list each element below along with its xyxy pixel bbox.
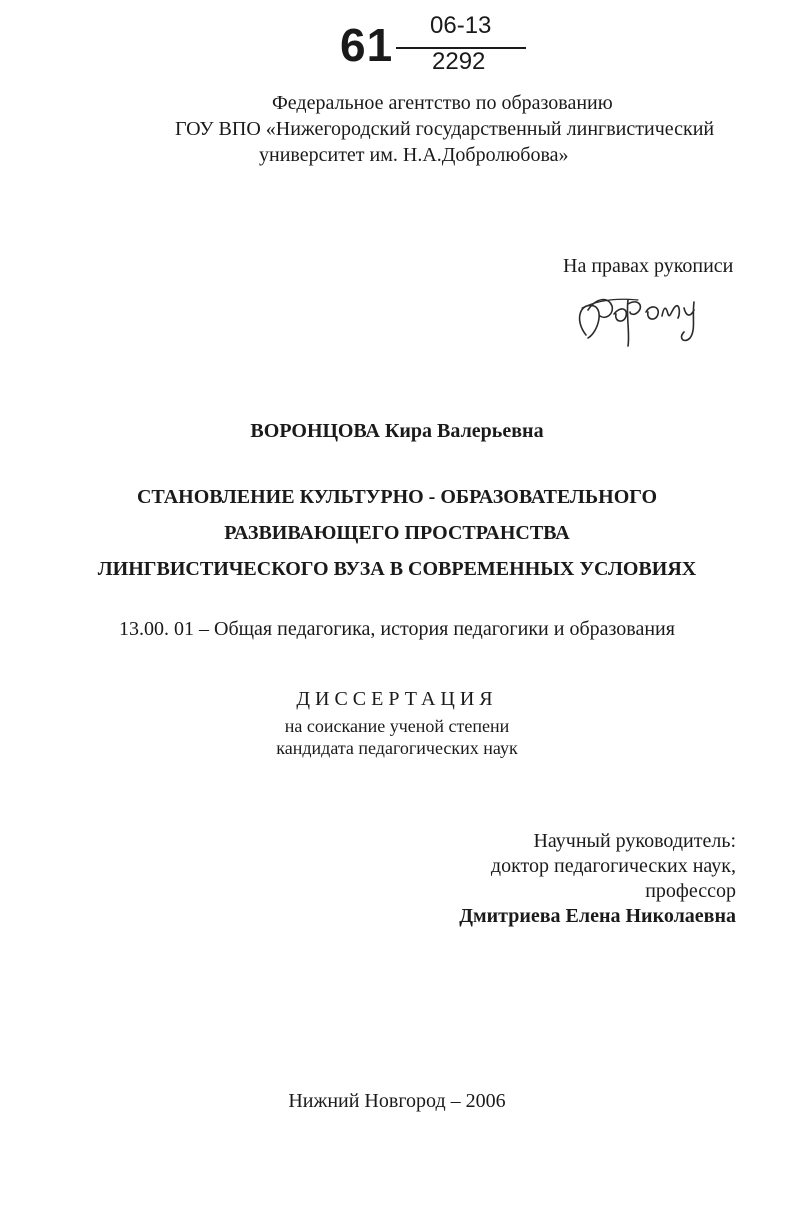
- dissertation-label: ДИССЕРТАЦИЯ: [296, 688, 498, 710]
- degree-name: кандидата педагогических наук: [276, 738, 518, 758]
- dissertation-title-line2: РАЗВИВАЮЩЕГО ПРОСТРАНСТВА: [224, 522, 570, 544]
- supervisor-degree: доктор педагогических наук,: [490, 855, 736, 877]
- organization-university-line2: университет им. Н.А.Добролюбова»: [259, 144, 569, 166]
- author-name: ВОРОНЦОВА Кира Валерьевна: [250, 420, 544, 442]
- organization-agency: Федеральное агентство по образованию: [272, 92, 613, 114]
- supervisor-title: профессор: [645, 880, 736, 902]
- stamp-code-main: 61: [340, 19, 394, 71]
- supervisor-name: Дмитриева Елена Николаевна: [459, 905, 736, 927]
- place-and-year: Нижний Новгород – 2006: [288, 1090, 506, 1112]
- stamp-code-bottom: 2292: [432, 48, 486, 75]
- handwritten-signature: [568, 280, 718, 350]
- degree-purpose: на соискание ученой степени: [284, 716, 510, 736]
- organization-university-line1: ГОУ ВПО «Нижегородский государственный лингвистический: [175, 118, 715, 140]
- dissertation-title-line1: СТАНОВЛЕНИЕ КУЛЬТУРНО - ОБРАЗОВАТЕЛЬНОГО: [136, 486, 658, 508]
- specialty-code: 13.00. 01 – Общая педагогика, история педагогики и образования: [119, 618, 675, 640]
- stamp-code-top: 06-13: [430, 12, 492, 39]
- dissertation-title-line3: ЛИНГВИСТИЧЕСКОГО ВУЗА В СОВРЕМЕННЫХ УСЛОВИЯХ: [97, 558, 697, 580]
- supervisor-role: Научный руководитель:: [533, 830, 736, 852]
- manuscript-rights-note: На правах рукописи: [563, 255, 734, 277]
